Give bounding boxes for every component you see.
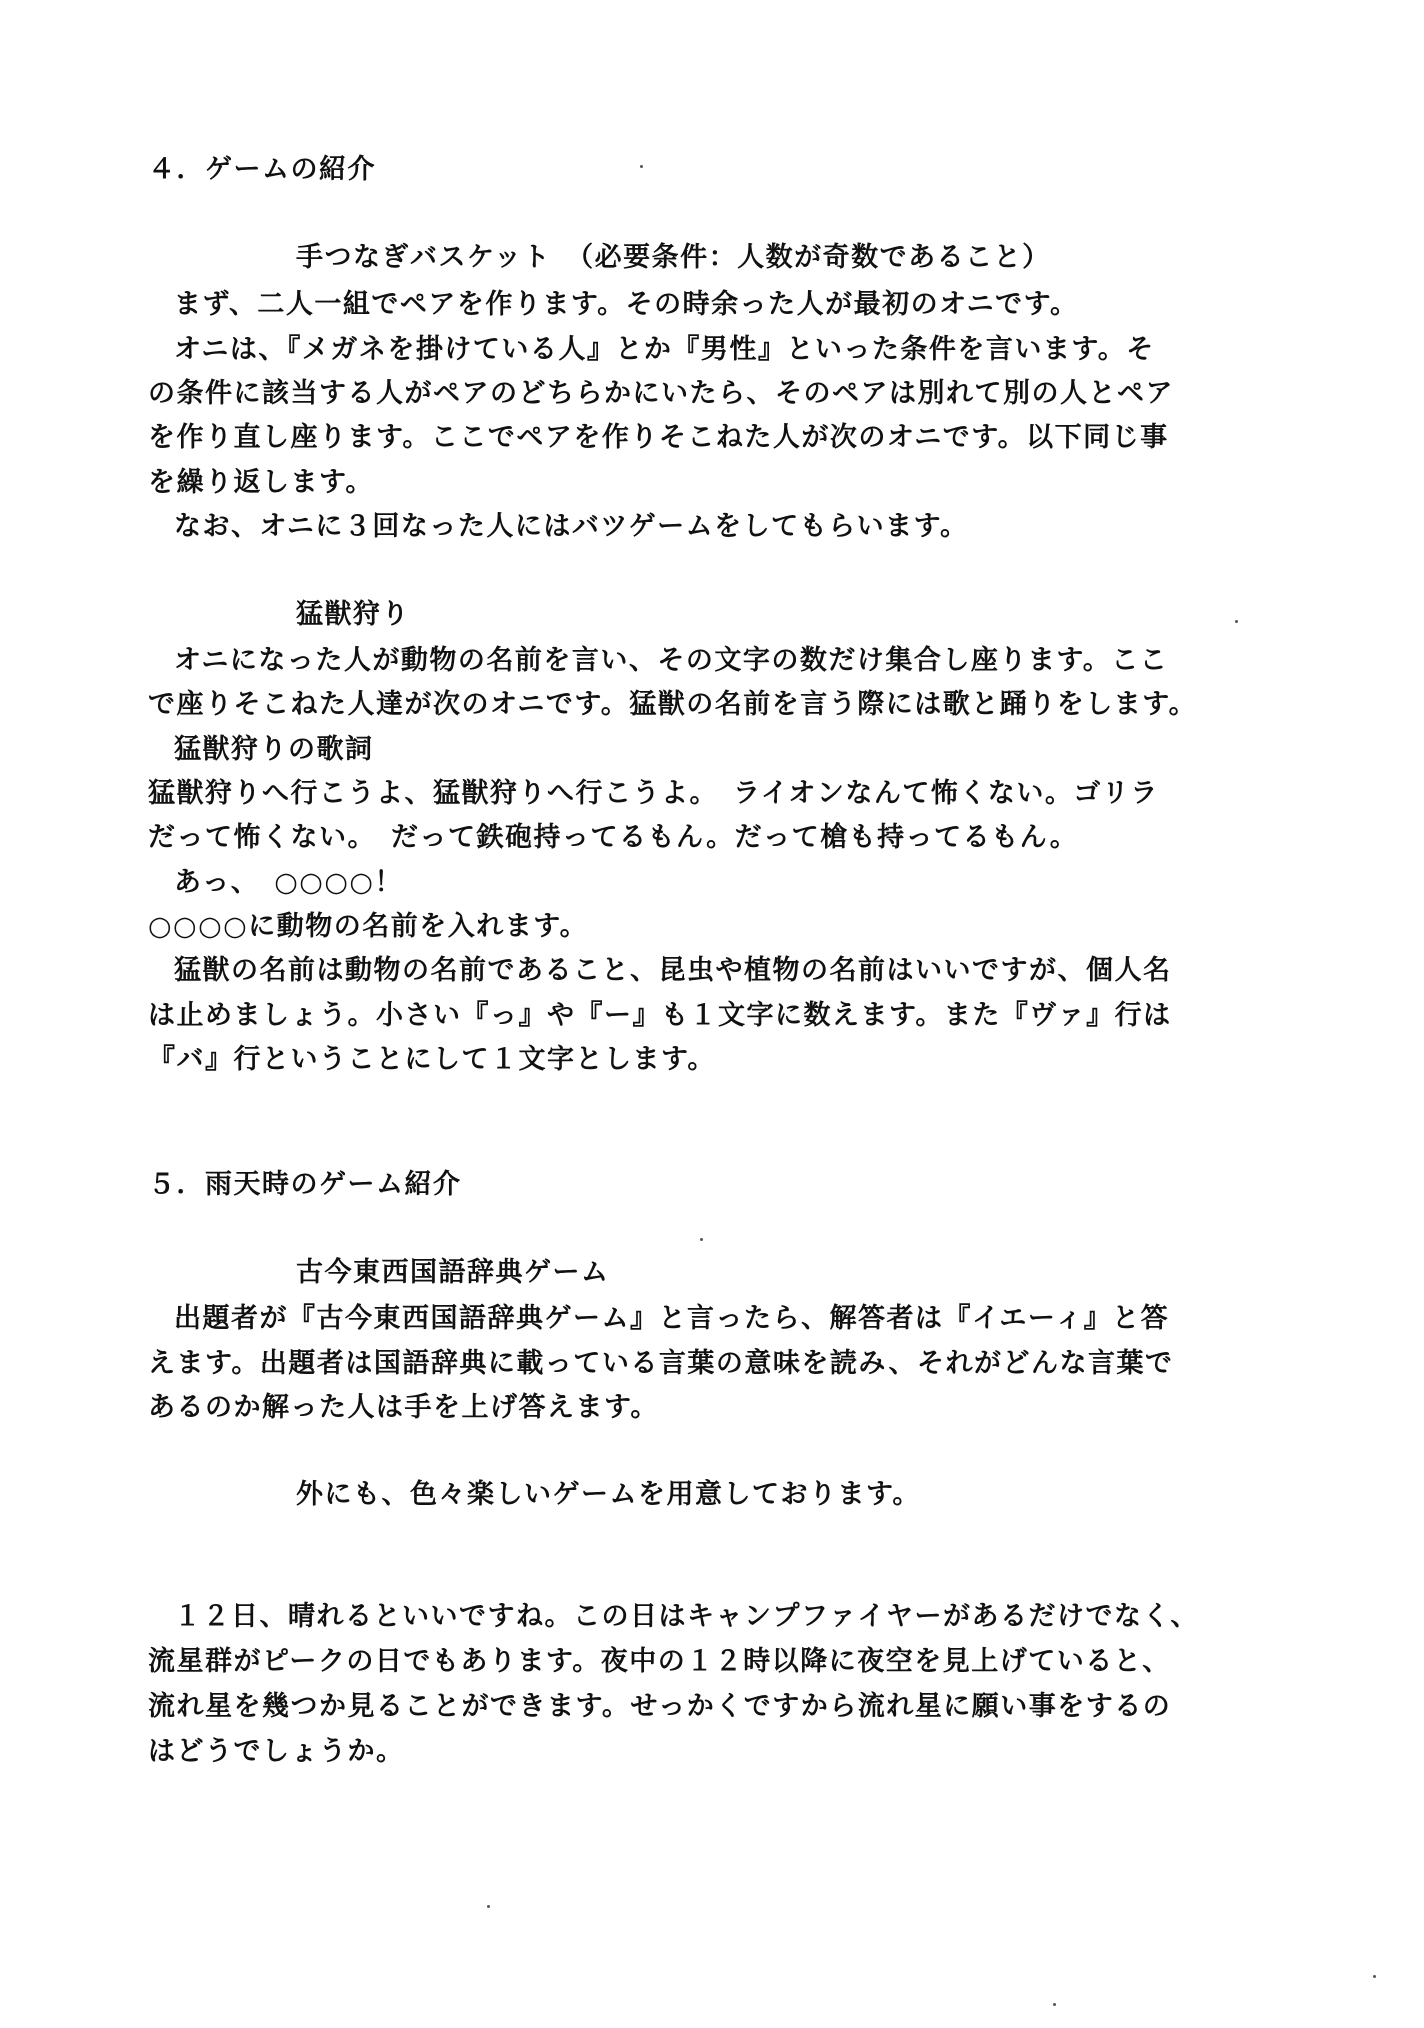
section-heading-games: ４．ゲームの紹介 — [148, 154, 376, 185]
scan-speck — [1053, 2003, 1056, 2006]
closing-line: はどうでしょうか。 — [148, 1736, 405, 1767]
closing-line: 流れ星を幾つか見ることができます。せっかくですから流れ星に願い事をするの — [148, 1691, 1172, 1722]
paragraph-line: なお、オニに３回なった人にはバツゲームをしてもらいます。 — [174, 511, 969, 542]
paragraph-line: は止めましょう。小さい『っ』や『ー』も１文字に数えます。また『ヴァ』行は — [148, 1000, 1172, 1031]
paragraph-line: を繰り返します。 — [148, 467, 374, 498]
paragraph-line: の条件に該当する人がペアのどちらかにいたら、そのペアは別れて別の人とペア — [148, 378, 1174, 409]
section-heading-rainy-day-games: ５．雨天時のゲーム紹介 — [148, 1169, 462, 1200]
closing-line: １２日、晴れるといいですね。この日はキャンプファイヤーがあるだけでなく、 — [174, 1601, 1199, 1632]
paragraph-line: ○○○○に動物の名前を入れます。 — [148, 911, 589, 942]
paragraph-line: 『バ』行ということにして１文字とします。 — [148, 1044, 716, 1075]
paragraph-line: で座りそこねた人達が次のオニです。猛獣の名前を言う際には歌と踊りをします。 — [148, 689, 1198, 720]
game-title-hand-basket: 手つなぎバスケット （必要条件：人数が奇数であること） — [296, 242, 1051, 273]
paragraph-line: オニは、『メガネを掛けている人』とか『男性』といった条件を言います。そ — [174, 334, 1155, 365]
scan-speck — [700, 1238, 703, 1241]
paragraph-line: 猛獣の名前は動物の名前であること、昆虫や植物の名前はいいですが、個人名 — [174, 955, 1172, 986]
lyrics-line: だって怖くない。 だって鉄砲持ってるもん。だって槍も持ってるもん。 — [148, 822, 1079, 853]
scan-speck — [1235, 620, 1238, 623]
lyrics-line: 猛獣狩りへ行こうよ、猛獣狩りへ行こうよ。 ライオンなんて怖くない。ゴリラ — [148, 778, 1159, 809]
paragraph-line: えます。出題者は国語辞典に載っている言葉の意味を読み、それがどんな言葉で — [148, 1348, 1174, 1379]
paragraph-line: オニになった人が動物の名前を言い、その文字の数だけ集合し座ります。ここ — [174, 645, 1169, 676]
paragraph-line: あるのか解った人は手を上げ答えます。 — [148, 1392, 659, 1423]
scan-speck — [487, 1905, 490, 1908]
lyrics-line: あっ、 ○○○○！ — [174, 867, 403, 898]
game-title-dictionary: 古今東西国語辞典ゲーム — [296, 1257, 610, 1288]
paragraph-line: を作り直し座ります。ここでペアを作りそこねた人が次のオニです。以下同じ事 — [148, 422, 1169, 453]
closing-line: 流星群がピークの日でもあります。夜中の１２時以降に夜空を見上げていると、 — [148, 1646, 1171, 1677]
scan-speck — [1373, 1975, 1376, 1978]
other-games-note: 外にも、色々楽しいゲームを用意しております。 — [296, 1479, 921, 1510]
paragraph-line: 出題者が『古今東西国語辞典ゲーム』と言ったら、解答者は『イエーィ』と答 — [174, 1303, 1170, 1334]
game-title-beast-hunt: 猛獣狩り — [296, 599, 410, 630]
lyrics-subheading: 猛獣狩りの歌詞 — [174, 734, 374, 765]
paragraph-line: まず、二人一組でペアを作ります。その時余った人が最初のオニです。 — [174, 289, 1079, 320]
scan-speck — [640, 165, 643, 168]
